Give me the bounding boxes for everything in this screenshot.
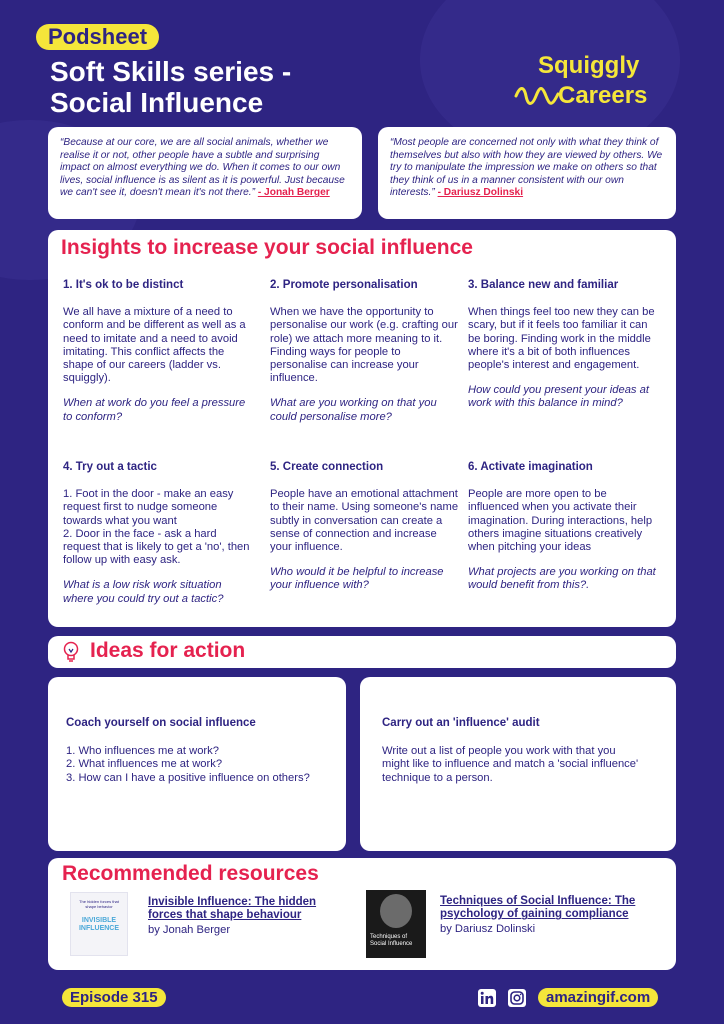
insight-body: When we have the opportunity to personalise our work (e.g. crafting our role) we attach more meaning to it. Finding ways for people to personalise can increase your influence.	[270, 306, 458, 385]
insight-body-line2: 2. Door in the face - ask a hard request that is likely to get a 'no', then follow up with easy ask.	[63, 527, 250, 567]
ideas-title: Ideas for action	[90, 639, 246, 662]
insights-panel	[48, 230, 676, 627]
cover-tagline: The hidden forces that shape behavior	[79, 899, 119, 909]
insight-question: How could you present your ideas at work with this balance in mind?	[468, 384, 649, 410]
logo-line2: Careers	[558, 82, 648, 109]
action-heading: Carry out an 'influence' audit	[382, 717, 540, 729]
insight-1	[63, 279, 253, 424]
quote-text: “Because at our core, we are all social animals, whether we realise it or not, other people have a subtle and surprising impact on almost everything we do. When it comes to our own lives, social influence is as silent as it is powerful. Just because we can't see it, doesn't mean it's not there.”	[60, 137, 345, 199]
cover-title: Techniques of Social Influence	[370, 934, 413, 947]
cover-title: INVISIBLE INFLUENCE	[78, 917, 120, 932]
podsheet-tag: Podsheet	[36, 24, 159, 50]
insight-heading: 2. Promote personalisation	[270, 279, 418, 291]
insight-body: People have an emotional attachment to their name. Using someone's name subtly in conversation can create a sense of connection and increase your influence.	[270, 488, 459, 554]
insight-6	[468, 461, 658, 593]
squiggle-icon	[514, 82, 560, 108]
cover-face-shape	[380, 894, 412, 928]
quote-author[interactable]: - Jonah Berger	[257, 187, 330, 199]
linkedin-icon[interactable]	[478, 989, 496, 1007]
list-item: 1. Who influences me at work?	[66, 745, 219, 757]
insight-heading: 4. Try out a tactic	[63, 461, 157, 473]
quote-text: “Most people are concerned not only with what they think of themselves but also with how they are viewed by others. We try to manipulate the impression we make on others so that they think of us in a manner consistent with our own interests.”	[390, 137, 663, 199]
action-body: Write out a list of people you work with that you might like to influence and match a 'social influence' technique to a person.	[382, 745, 639, 784]
action-list	[66, 745, 336, 785]
quote-dolinski	[378, 127, 676, 219]
page-title-line2: Social Influence	[50, 87, 264, 118]
book-cover-techniques-social-influence[interactable]	[366, 890, 426, 958]
insight-question: What are you working on that you could personalise more?	[270, 397, 437, 423]
list-item: 2. What influences me at work?	[66, 758, 223, 771]
insights-title: Insights to increase your social influence	[61, 236, 473, 259]
logo-line1: Squiggly	[538, 52, 640, 79]
ideas-header	[48, 636, 676, 668]
action-heading: Coach yourself on social influence	[66, 717, 256, 729]
resource-author: by Jonah Berger	[148, 924, 231, 936]
insight-4	[63, 461, 253, 606]
insight-3	[468, 279, 658, 411]
insight-body: When things feel too new they can be scary, but if it feels too familiar it can be boring. Finding work in the middle where it's a bit of both influences people's interest and engagement.	[468, 306, 655, 372]
insight-body: We all have a mixture of a need to conform and be different as well as a need to imitate and a need to avoid imitating. This conflict affects the shape of our careers (ladder vs. squiggly).	[63, 306, 246, 385]
resources-panel	[48, 858, 676, 970]
instagram-glyph	[508, 989, 526, 1007]
insight-heading: 3. Balance new and familiar	[468, 279, 619, 291]
quote-author[interactable]: - Dariusz Dolinski	[437, 187, 524, 199]
resource-link-techniques-social-influence[interactable]: Techniques of Social Influence: The psychology of gaining compliance	[440, 895, 636, 921]
linkedin-glyph	[478, 989, 496, 1007]
insight-body-line1: 1. Foot in the door - make an easy request first to nudge someone towards what you want	[63, 488, 234, 527]
insight-question: What is a low risk work situation where you could try out a tactic?	[63, 579, 224, 605]
book-cover-invisible-influence[interactable]	[70, 892, 128, 956]
action-card-coach	[48, 677, 346, 851]
insight-heading: 5. Create connection	[270, 461, 384, 473]
resources-title: Recommended resources	[62, 862, 319, 885]
squiggly-careers-logo	[514, 52, 684, 116]
insight-question: When at work do you feel a pressure to conform?	[63, 397, 246, 423]
action-card-audit	[360, 677, 676, 851]
insight-question: What projects are you working on that would benefit from this?.	[468, 566, 656, 592]
lightbulb-icon	[62, 641, 80, 663]
insight-2	[270, 279, 460, 424]
insight-body: People are more open to be influenced when you activate their imagination. During interactions, help others imagine situations creatively when pitching your ideas	[468, 488, 653, 554]
resource-link-invisible-influence[interactable]: Invisible Influence: The hidden forces that shape behaviour	[148, 896, 317, 922]
insight-question: Who would it be helpful to increase your influence with?	[270, 566, 444, 592]
insight-heading: 1. It's ok to be distinct	[63, 279, 184, 291]
resource-author: by Dariusz Dolinski	[440, 923, 536, 935]
page-title	[50, 56, 291, 118]
instagram-icon[interactable]	[508, 989, 526, 1007]
episode-badge: Episode 315	[62, 988, 166, 1007]
insight-5	[270, 461, 460, 593]
quote-berger	[48, 127, 362, 219]
page-title-line1: Soft Skills series -	[50, 56, 292, 87]
insight-heading: 6. Activate imagination	[468, 461, 593, 473]
list-item: 3. How can I have a positive influence on others?	[66, 771, 310, 784]
website-link[interactable]: amazingif.com	[538, 988, 658, 1007]
